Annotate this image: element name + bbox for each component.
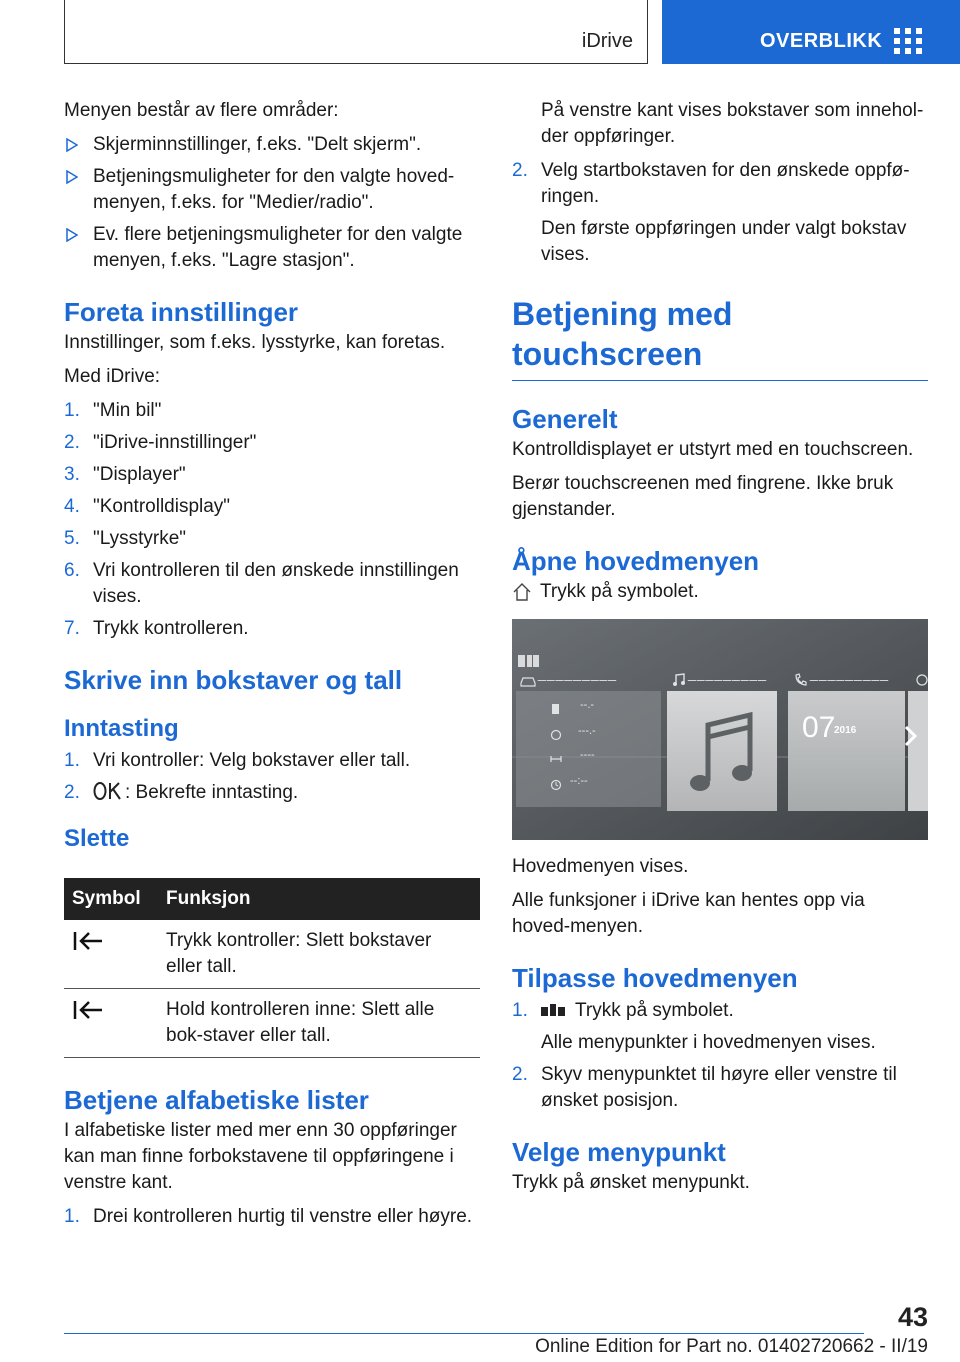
overview-tab-label: OVERBLIKK	[760, 30, 883, 52]
calendar-year: 2016	[834, 725, 857, 736]
open-menu-text-row	[512, 579, 928, 605]
list-item-text: Betjeningsmuligheter for den valgte hoved-menyen, f.eks. for "Medier/radio".	[93, 166, 455, 213]
list-item	[64, 526, 482, 552]
header-section-title: iDrive	[581, 30, 633, 52]
continued-text: På venstre kant vises bokstaver som innehol-der oppføringer.	[541, 100, 924, 147]
ok-icon	[93, 781, 125, 801]
step-number: 4.	[64, 496, 80, 517]
list-item	[512, 998, 928, 1056]
clock-icon	[550, 779, 562, 791]
step-number: 5.	[64, 528, 80, 549]
table-cell-symbol	[64, 920, 158, 989]
gauge-icon	[550, 729, 562, 741]
list-item	[64, 748, 482, 774]
list-item-text: Ev. flere betjeningsmuligheter for den valgte menyen, f.eks. "Lagre stasjon".	[93, 224, 463, 271]
fuel-value: --.-	[580, 699, 595, 711]
left-column	[64, 98, 482, 1236]
step-number: 3.	[64, 464, 80, 485]
right-column	[512, 98, 928, 1196]
range-value: ----	[580, 749, 595, 761]
backspace-arrow-icon	[72, 999, 106, 1021]
alpha-text: I alfabetiske lister med mer enn 30 oppføringer kan man finne forbokstavene til oppføringene i venstre kant.	[64, 1120, 457, 1193]
list-item	[64, 1204, 482, 1230]
header-section-box	[64, 0, 648, 64]
delete-heading: Slette	[64, 825, 130, 852]
list-item	[64, 222, 482, 274]
step-text: "Min bil"	[93, 400, 162, 421]
car-icon	[520, 675, 536, 687]
triangle-bullet-icon	[66, 228, 78, 242]
calendar-day: 07	[802, 711, 836, 744]
phone-icon	[794, 673, 808, 687]
home-icon	[512, 582, 532, 602]
step-subtext: Den første oppføringen under valgt bokstav vises.	[541, 218, 907, 265]
clock-value: --:--	[570, 775, 588, 787]
step-number: 1.	[64, 750, 80, 771]
list-item	[64, 430, 482, 456]
general-text-1: Kontrolldisplayet er utstyrt med en touchscreen.	[512, 439, 914, 460]
list-item	[64, 132, 482, 158]
overview-tab[interactable]	[662, 0, 960, 64]
tile-header-dashes: _________	[810, 665, 890, 681]
tile-header-dashes: _________	[688, 665, 768, 681]
step-number: 2.	[64, 782, 80, 803]
settings-heading: Foreta innstillinger	[64, 297, 299, 327]
step-text: "iDrive-innstillinger"	[93, 432, 257, 453]
intro-text: Menyen består av flere områder:	[64, 100, 339, 121]
delete-symbol-table	[64, 878, 480, 1058]
grid-icon	[894, 28, 922, 54]
step-text: "Lysstyrke"	[93, 528, 187, 549]
triangle-bullet-icon	[66, 138, 78, 152]
choose-item-heading: Velge menypunkt	[512, 1137, 726, 1167]
settings-text: Innstillinger, som f.eks. lysstyrke, kan foretas.	[64, 332, 446, 353]
backspace-arrow-icon	[72, 930, 106, 952]
intro-list	[64, 132, 482, 274]
all-functions-text: Alle funksjoner i iDrive kan hentes opp via hoved-menyen.	[512, 890, 865, 937]
step-number: 1.	[64, 400, 80, 421]
step-text: "Displayer"	[93, 464, 186, 485]
letters-heading: Skrive inn bokstaver og tall	[64, 665, 403, 695]
table-header-row	[64, 878, 480, 920]
gauge-value: ---.-	[578, 725, 596, 737]
step-text: Vri kontrolleren til den ønskede innstillingen vises.	[93, 560, 459, 607]
alpha-steps-continued	[512, 158, 928, 268]
settings-icon	[915, 673, 928, 687]
list-item	[64, 780, 482, 806]
general-heading: Generelt	[512, 404, 618, 434]
alpha-steps	[64, 1204, 482, 1230]
table-cell-function: Trykk kontroller: Slett bokstaver eller tall.	[158, 920, 480, 989]
step-text: Skyv menypunktet til høyre eller venstre til ønsket posisjon.	[541, 1064, 897, 1111]
open-menu-text: Trykk på symbolet.	[540, 581, 699, 602]
step-text: Trykk kontrolleren.	[93, 618, 249, 639]
settings-steps	[64, 398, 482, 642]
large-music-note-icon	[688, 711, 758, 801]
step-text: Drei kontrolleren hurtig til venstre eller høyre.	[93, 1206, 473, 1227]
general-text-2: Berør touchscreenen med fingrene. Ikke bruk gjenstander.	[512, 473, 894, 520]
choose-item-text: Trykk på ønsket menypunkt.	[512, 1172, 750, 1193]
range-icon	[550, 753, 562, 765]
step-number: 2.	[512, 160, 528, 181]
step-text: Velg startbokstaven for den ønskede oppfø-ringen.	[541, 160, 910, 207]
step-text: Vri kontroller: Velg bokstaver eller tall.	[93, 750, 411, 771]
step-text: "Kontrolldisplay"	[93, 496, 231, 517]
footer-divider	[64, 1333, 864, 1334]
step-number: 1.	[512, 1000, 528, 1021]
menu-edit-icon	[541, 1003, 567, 1017]
table-cell-symbol	[64, 989, 158, 1058]
step-text: Trykk på symbolet.	[575, 1000, 734, 1021]
list-item	[512, 158, 928, 268]
tile-header-dashes: _________	[538, 665, 618, 681]
with-idrive-text: Med iDrive:	[64, 366, 161, 387]
list-item	[64, 398, 482, 424]
triangle-bullet-icon	[66, 170, 78, 184]
list-item	[64, 558, 482, 610]
fuel-icon	[550, 703, 562, 715]
list-item-text: Skjerminnstillinger, f.eks. "Delt skjerm".	[93, 134, 422, 155]
table-cell-function: Hold kontrolleren inne: Slett alle bok-staver eller tall.	[158, 989, 480, 1058]
footer-edition: Online Edition for Part no. 01402720662 - II/19	[535, 1336, 928, 1357]
step-subtext: Alle menypunkter i hovedmenyen vises.	[541, 1032, 876, 1053]
music-note-icon	[672, 673, 686, 687]
chevron-right-icon[interactable]	[903, 725, 919, 747]
step-number: 7.	[64, 618, 80, 639]
step-number: 2.	[64, 432, 80, 453]
table-header-function: Funksjon	[158, 878, 480, 920]
list-item	[512, 1062, 928, 1114]
step-number: 1.	[64, 1206, 80, 1227]
step-number: 2.	[512, 1064, 528, 1085]
list-item	[64, 616, 482, 642]
input-heading: Inntasting	[64, 715, 179, 742]
step-text: : Bekrefte inntasting.	[125, 782, 299, 803]
table-header-symbol: Symbol	[64, 878, 158, 920]
alpha-heading: Betjene alfabetiske lister	[64, 1085, 369, 1115]
list-item	[64, 164, 482, 216]
open-menu-heading: Åpne hovedmenyen	[512, 546, 760, 576]
page-number: 43	[897, 1302, 928, 1332]
adapt-menu-heading: Tilpasse hovedmenyen	[512, 963, 798, 993]
step-number: 6.	[64, 560, 80, 581]
list-item	[64, 462, 482, 488]
main-menu-shown-text: Hovedmenyen vises.	[512, 856, 689, 877]
table-row	[64, 920, 480, 989]
touchscreen-heading: Betjening med touchscreen	[512, 294, 928, 381]
table-row	[64, 989, 480, 1058]
main-menu-screenshot	[512, 619, 928, 840]
input-steps	[64, 748, 482, 806]
list-item	[64, 494, 482, 520]
adapt-steps	[512, 998, 928, 1114]
